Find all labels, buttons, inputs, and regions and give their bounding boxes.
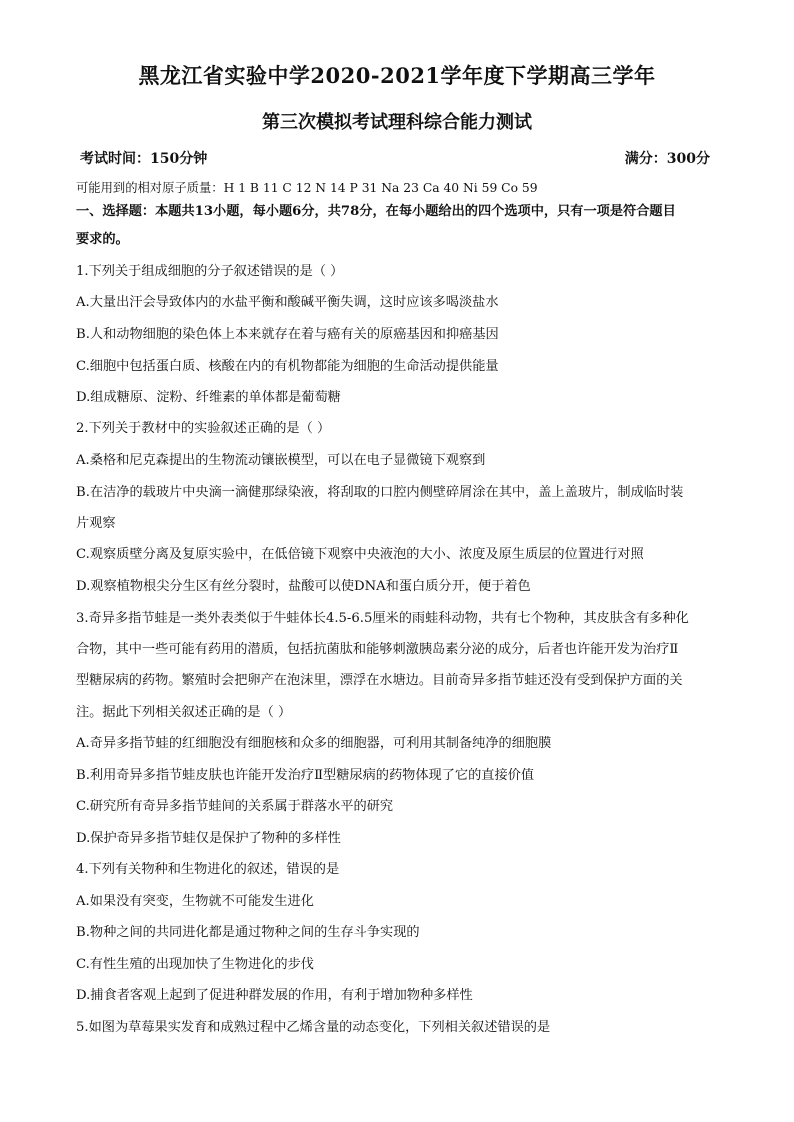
question-4-option-a: A.如果没有突变，生物就不可能发生进化 [76,894,314,909]
question-1-option-c: C.细胞中包括蛋白质、核酸在内的有机物都能为细胞的生命活动提供能量 [76,359,499,374]
question-3-option-a: A.奇异多指节蛙的红细胞没有细胞核和众多的细胞器，可利用其制备纯净的细胞膜 [76,736,552,751]
question-2-option-b-line2: 片观察 [76,516,116,531]
question-3-stem-line1: 3.奇异多指节蛙是一类外表类似于牛蛙体长4.5-6.5厘米的雨蛙科动物，共有七个物种，其皮肤含有多种化 [76,611,689,626]
full-score: 满分：300分 [624,151,710,167]
question-2-option-d: D.观察植物根尖分生区有丝分裂时，盐酸可以使DNA和蛋白质分开，便于着色 [76,579,531,594]
question-1-stem: 1.下列关于组成细胞的分子叙述错误的是（ ） [76,264,344,279]
question-2-stem: 2.下列关于教材中的实验叙述正确的是（ ） [76,421,331,436]
question-2-option-b-line1: B.在洁净的载玻片中央滴一滴健那绿染液，将刮取的口腔内侧壁碎屑涂在其中，盖上盖玻片，制成临时装 [76,485,684,500]
question-3-option-c: C.研究所有奇异多指节蛙间的关系属于群落水平的研究 [76,799,394,814]
question-3-option-b: B.利用奇异多指节蛙皮肤也许能开发治疗Ⅱ型糖尿病的药物体现了它的直接价值 [76,768,535,783]
question-2-option-c: C.观察质壁分离及复原实验中，在低倍镜下观察中央液泡的大小、浓度及原生质层的位置进行对照 [76,547,644,562]
question-1-option-a: A.大量出汗会导致体内的水盐平衡和酸碱平衡失调，这时应该多喝淡盐水 [76,295,499,310]
question-1-option-b: B.人和动物细胞的染色体上本来就存在着与癌有关的原癌基因和抑癌基因 [76,327,499,342]
question-3-stem-line2: 合物，其中一些可能有药用的潜质，包括抗菌肽和能够刺激胰岛素分泌的成分，后者也许能开发为治疗Ⅱ [76,642,679,657]
question-4-option-c: C.有性生殖的出现加快了生物进化的步伐 [76,957,314,972]
question-2-option-a: A.桑格和尼克森提出的生物流动镶嵌模型，可以在电子显微镜下观察到 [76,453,486,468]
question-4-stem: 4.下列有关物种和生物进化的叙述，错误的是 [76,862,340,877]
question-4-option-d: D.捕食者客观上起到了促进种群发展的作用，有利于增加物种多样性 [76,988,473,1003]
question-3-stem-line4: 注。据此下列相关叙述正确的是（ ） [76,705,292,720]
exam-time: 考试时间：150分钟 [80,151,208,167]
question-3-option-d: D.保护奇异多指节蛙仅是保护了物种的多样性 [76,831,341,846]
question-1-option-d: D.组成糖原、淀粉、纤维素的单体都是葡萄糖 [76,390,341,405]
exam-title: 黑龙江省实验中学2020-2021学年度下学期高三学年 [138,63,656,88]
question-3-stem-line3: 型糖尿病的药物。繁殖时会把卵产在泡沫里，漂浮在水塘边。目前奇异多指节蛙还没有受到保护方面的关 [76,673,683,688]
section-instructions-line1: 一、选择题：本题共13小题，每小题6分，共78分，在每小题给出的四个选项中，只有一项是符合题目 [76,204,676,219]
section-instructions-line2: 要求的。 [76,232,129,247]
atomic-masses: 可能用到的相对原子质量：H 1 B 11 C 12 N 14 P 31 Na 23 Ca 40 Ni 59 Co 59 [76,181,538,195]
exam-subtitle: 第三次模拟考试理科综合能力测试 [262,112,532,133]
question-4-option-b: B.物种之间的共同进化都是通过物种之间的生存斗争实现的 [76,925,420,940]
question-5-stem: 5.如图为草莓果实发育和成熟过程中乙烯含量的动态变化，下列相关叙述错误的是 [76,1020,551,1035]
